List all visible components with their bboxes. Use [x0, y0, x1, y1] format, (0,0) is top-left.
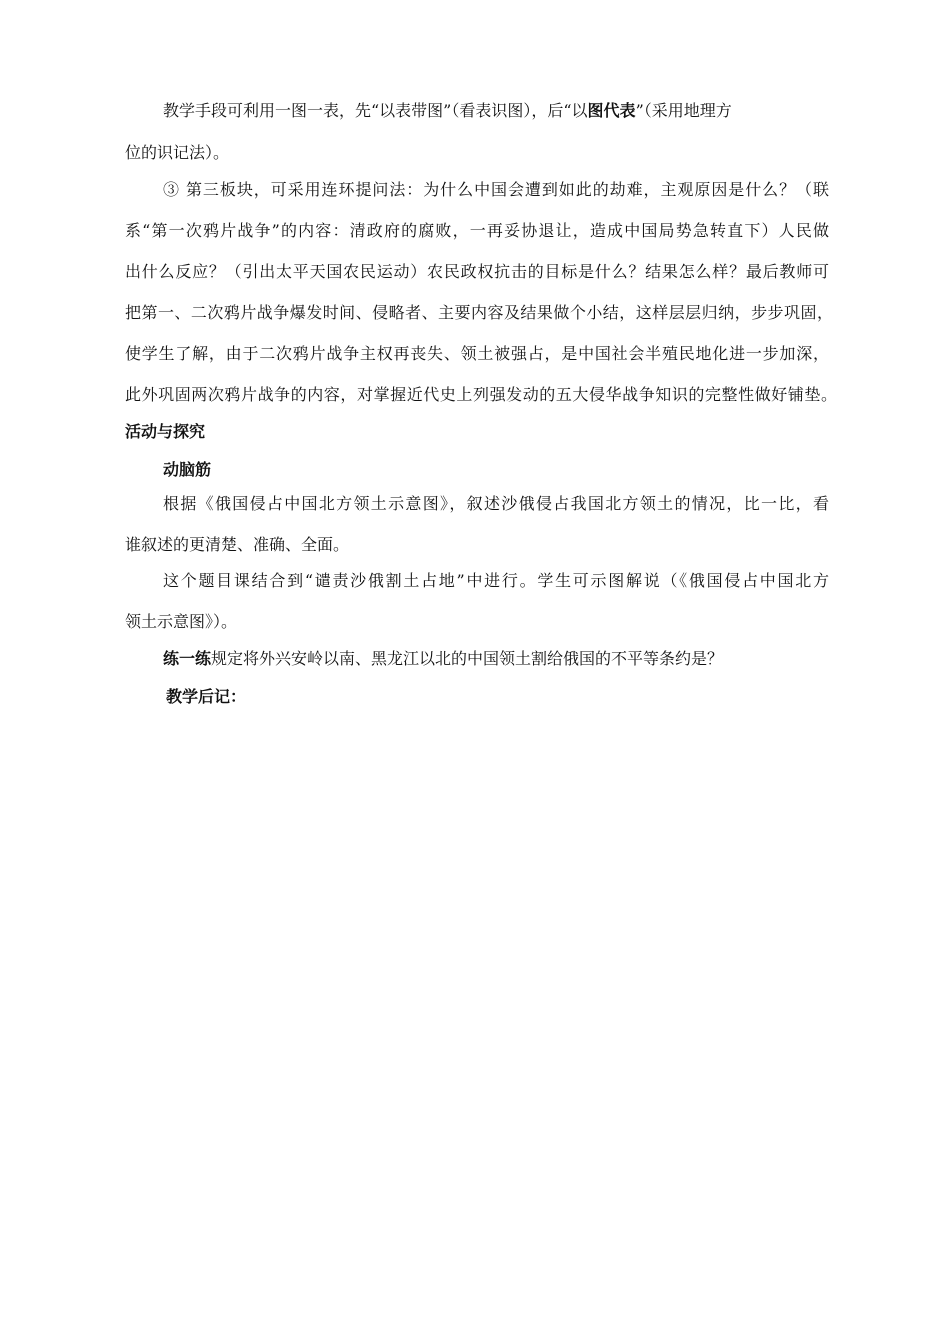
para1-line1 — [163, 101, 732, 121]
para3-line2: 谁叙述的更清楚、准确、全面。 — [125, 535, 350, 554]
practice-label: 练一练 — [163, 649, 212, 668]
para1-text: 教学手段可利用一图一表，先“以表带图”（看表识图），后“以 — [163, 101, 588, 120]
para4-line1: 这个题目课结合到“谴责沙俄割土占地”中进行。学生可示图解说（《俄国侵占中国北方 — [163, 571, 829, 590]
para1-text-end: ”（采用地理方 — [635, 101, 732, 120]
heading-activity: 活动与探究 — [125, 422, 206, 441]
practice-question: 规定将外兴安岭以南、黑龙江以北的中国领土割给俄国的不平等条约是？ — [211, 649, 724, 668]
para1-bold-text: 图代表 — [587, 101, 636, 120]
practice-line — [163, 649, 723, 669]
para2-line5: 使学生了解，由于二次鸦片战争主权再丧失、领土被强占，是中国社会半殖民地化进一步加深， — [125, 344, 829, 363]
para2-line1: ③ 第三板块，可采用连环提问法：为什么中国会遭到如此的劫难，主观原因是什么？（联 — [163, 180, 829, 199]
para4-line2: 领土示意图》）。 — [125, 612, 238, 631]
para3-line1: 根据《俄国侵占中国北方领土示意图》，叙述沙俄侵占我国北方领土的情况，比一比，看 — [163, 494, 829, 513]
postscript-heading: 教学后记： — [166, 687, 247, 706]
para2-line6: 此外巩固两次鸦片战争的内容，对掌握近代史上列强发动的五大侵华战争知识的完整性做好铺垫。 — [125, 385, 837, 404]
para2-line2: 系“第一次鸦片战争”的内容：清政府的腐败，一再妥协退让，造成中国局势急转直下）人民做 — [125, 221, 829, 240]
para2-line3: 出什么反应？（引出太平天国农民运动）农民政权抗击的目标是什么？结果怎么样？最后教师可 — [125, 262, 829, 281]
para2-line4: 把第一、二次鸦片战争爆发时间、侵略者、主要内容及结果做个小结，这样层层归纳，步步巩固， — [125, 303, 833, 322]
para1-line2: 位的识记法）。 — [125, 143, 230, 162]
heading-brain-teaser: 动脑筋 — [163, 460, 212, 479]
